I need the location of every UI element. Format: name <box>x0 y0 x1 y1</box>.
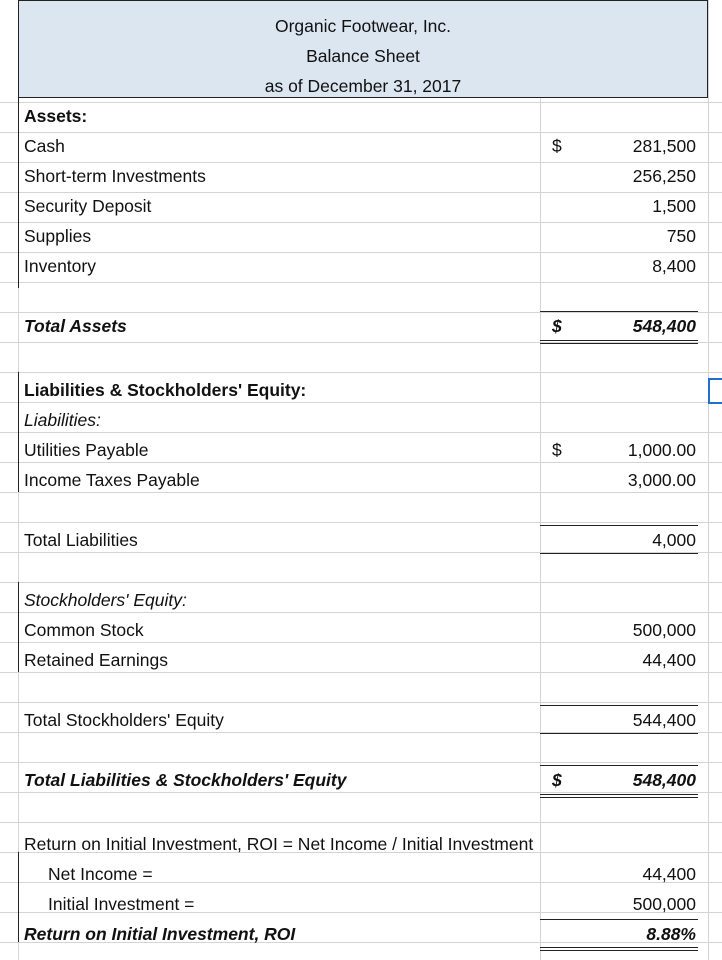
row-value[interactable]: 8,400 <box>652 256 696 276</box>
gridline-row <box>0 372 722 373</box>
row-label[interactable]: Retained Earnings <box>24 650 168 670</box>
currency-symbol: $ <box>552 770 562 790</box>
double-underline <box>540 340 698 344</box>
gridline-row <box>0 582 722 583</box>
statement-title: Balance Sheet <box>306 46 420 66</box>
double-underline <box>540 947 698 951</box>
row-label[interactable]: Short-term Investments <box>24 166 206 186</box>
selected-cell[interactable] <box>708 378 722 404</box>
gridline-row <box>0 762 722 763</box>
roi-result-value[interactable]: 8.88% <box>646 924 696 944</box>
table-border <box>18 372 19 492</box>
equity-heading[interactable]: Stockholders' Equity: <box>24 590 187 610</box>
row-value[interactable]: 44,400 <box>642 650 696 670</box>
table-border <box>18 852 19 942</box>
gridline-row <box>0 822 722 823</box>
total-equity-value[interactable]: 544,400 <box>632 710 696 730</box>
row-value[interactable]: 1,000.00 <box>627 440 696 460</box>
row-value[interactable]: 1,500 <box>652 196 696 216</box>
gridline-row <box>0 522 722 523</box>
total-equity-label[interactable]: Total Stockholders' Equity <box>24 710 224 730</box>
gridline-row <box>0 702 722 703</box>
roi-formula[interactable]: Return on Initial Investment, ROI = Net Income / Initial Investment <box>24 834 534 854</box>
row-value[interactable]: 256,250 <box>632 166 696 186</box>
total-liabilities-label[interactable]: Total Liabilities <box>24 530 138 550</box>
row-label[interactable]: Income Taxes Payable <box>24 470 200 490</box>
double-underline <box>540 794 698 798</box>
gridline-row <box>0 282 722 283</box>
net-income-value[interactable]: 44,400 <box>642 864 696 884</box>
gridline-row <box>0 102 722 103</box>
liabilities-heading[interactable]: Liabilities: <box>24 410 101 430</box>
total-assets-value[interactable]: 548,400 <box>632 316 696 336</box>
currency-symbol: $ <box>552 316 562 336</box>
grand-total-value[interactable]: 548,400 <box>632 770 696 790</box>
row-label[interactable]: Common Stock <box>24 620 144 640</box>
grand-total-label[interactable]: Total Liabilities & Stockholders' Equity <box>24 770 347 790</box>
company-name: Organic Footwear, Inc. <box>274 16 452 36</box>
total-underline <box>540 733 698 734</box>
total-underline <box>540 553 698 554</box>
row-value[interactable]: 500,000 <box>632 620 696 640</box>
liabilities-equity-heading[interactable]: Liabilities & Stockholders' Equity: <box>24 380 307 400</box>
roi-result-label[interactable]: Return on Initial Investment, ROI <box>24 924 296 944</box>
net-income-label[interactable]: Net Income = <box>48 864 153 884</box>
total-liabilities-value[interactable]: 4,000 <box>652 530 696 550</box>
table-border <box>18 582 19 672</box>
row-label[interactable]: Cash <box>24 136 65 156</box>
row-label[interactable]: Security Deposit <box>24 196 152 216</box>
initial-investment-label[interactable]: Initial Investment = <box>48 894 195 914</box>
table-border <box>18 98 19 288</box>
statement-date: as of December 31, 2017 <box>264 76 462 96</box>
total-assets-label[interactable]: Total Assets <box>24 316 127 336</box>
initial-investment-value[interactable]: 500,000 <box>632 894 696 914</box>
row-label[interactable]: Inventory <box>24 256 96 276</box>
currency-symbol: $ <box>552 440 562 460</box>
row-label[interactable]: Supplies <box>24 226 92 246</box>
currency-symbol: $ <box>552 136 562 156</box>
row-value[interactable]: 3,000.00 <box>627 470 696 490</box>
gridline-row <box>0 432 722 433</box>
assets-heading[interactable]: Assets: <box>24 106 88 126</box>
row-value[interactable]: 750 <box>666 226 696 246</box>
row-label[interactable]: Utilities Payable <box>24 440 149 460</box>
row-value[interactable]: 281,500 <box>632 136 696 156</box>
gridline-col <box>708 0 709 960</box>
